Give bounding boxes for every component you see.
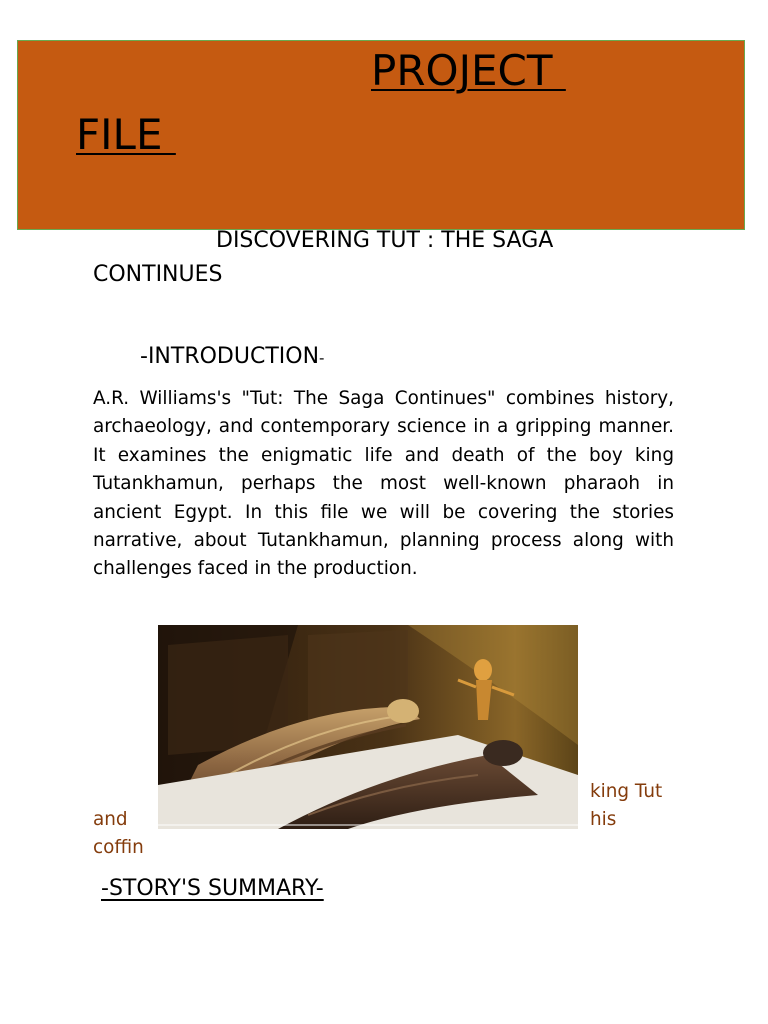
image-caption-coffin: coffin [93,837,144,858]
project-title: PROJECT [371,46,566,95]
image-caption-and: and [93,809,128,830]
introduction-heading-dash: - [319,349,325,367]
introduction-paragraph: A.R. Williams's "Tut: The Saga Continues" combines history, archaeology, and contemporary science in a gripping manner. It examines the enigmatic life and death of the boy king Tutankhamun, perhaps the most well-known pharaoh in ancient Egypt. In this file we will be covering the stories narrative, about Tutankhamun, planning process along with challenges faced in the production. [93,388,674,580]
introduction-heading [140,342,324,373]
project-title-file: FILE [76,110,176,159]
tutankhamun-coffin-photo [158,625,578,829]
document-subtitle: DISCOVERING TUT : THE SAGA CONTINUES [93,228,554,287]
image-caption-his: his [590,809,617,830]
story-summary-heading: -STORY'S SUMMARY- [101,876,324,901]
introduction-heading-text: -INTRODUCTION [140,344,320,369]
image-caption-king-tut: king Tut [590,781,663,802]
